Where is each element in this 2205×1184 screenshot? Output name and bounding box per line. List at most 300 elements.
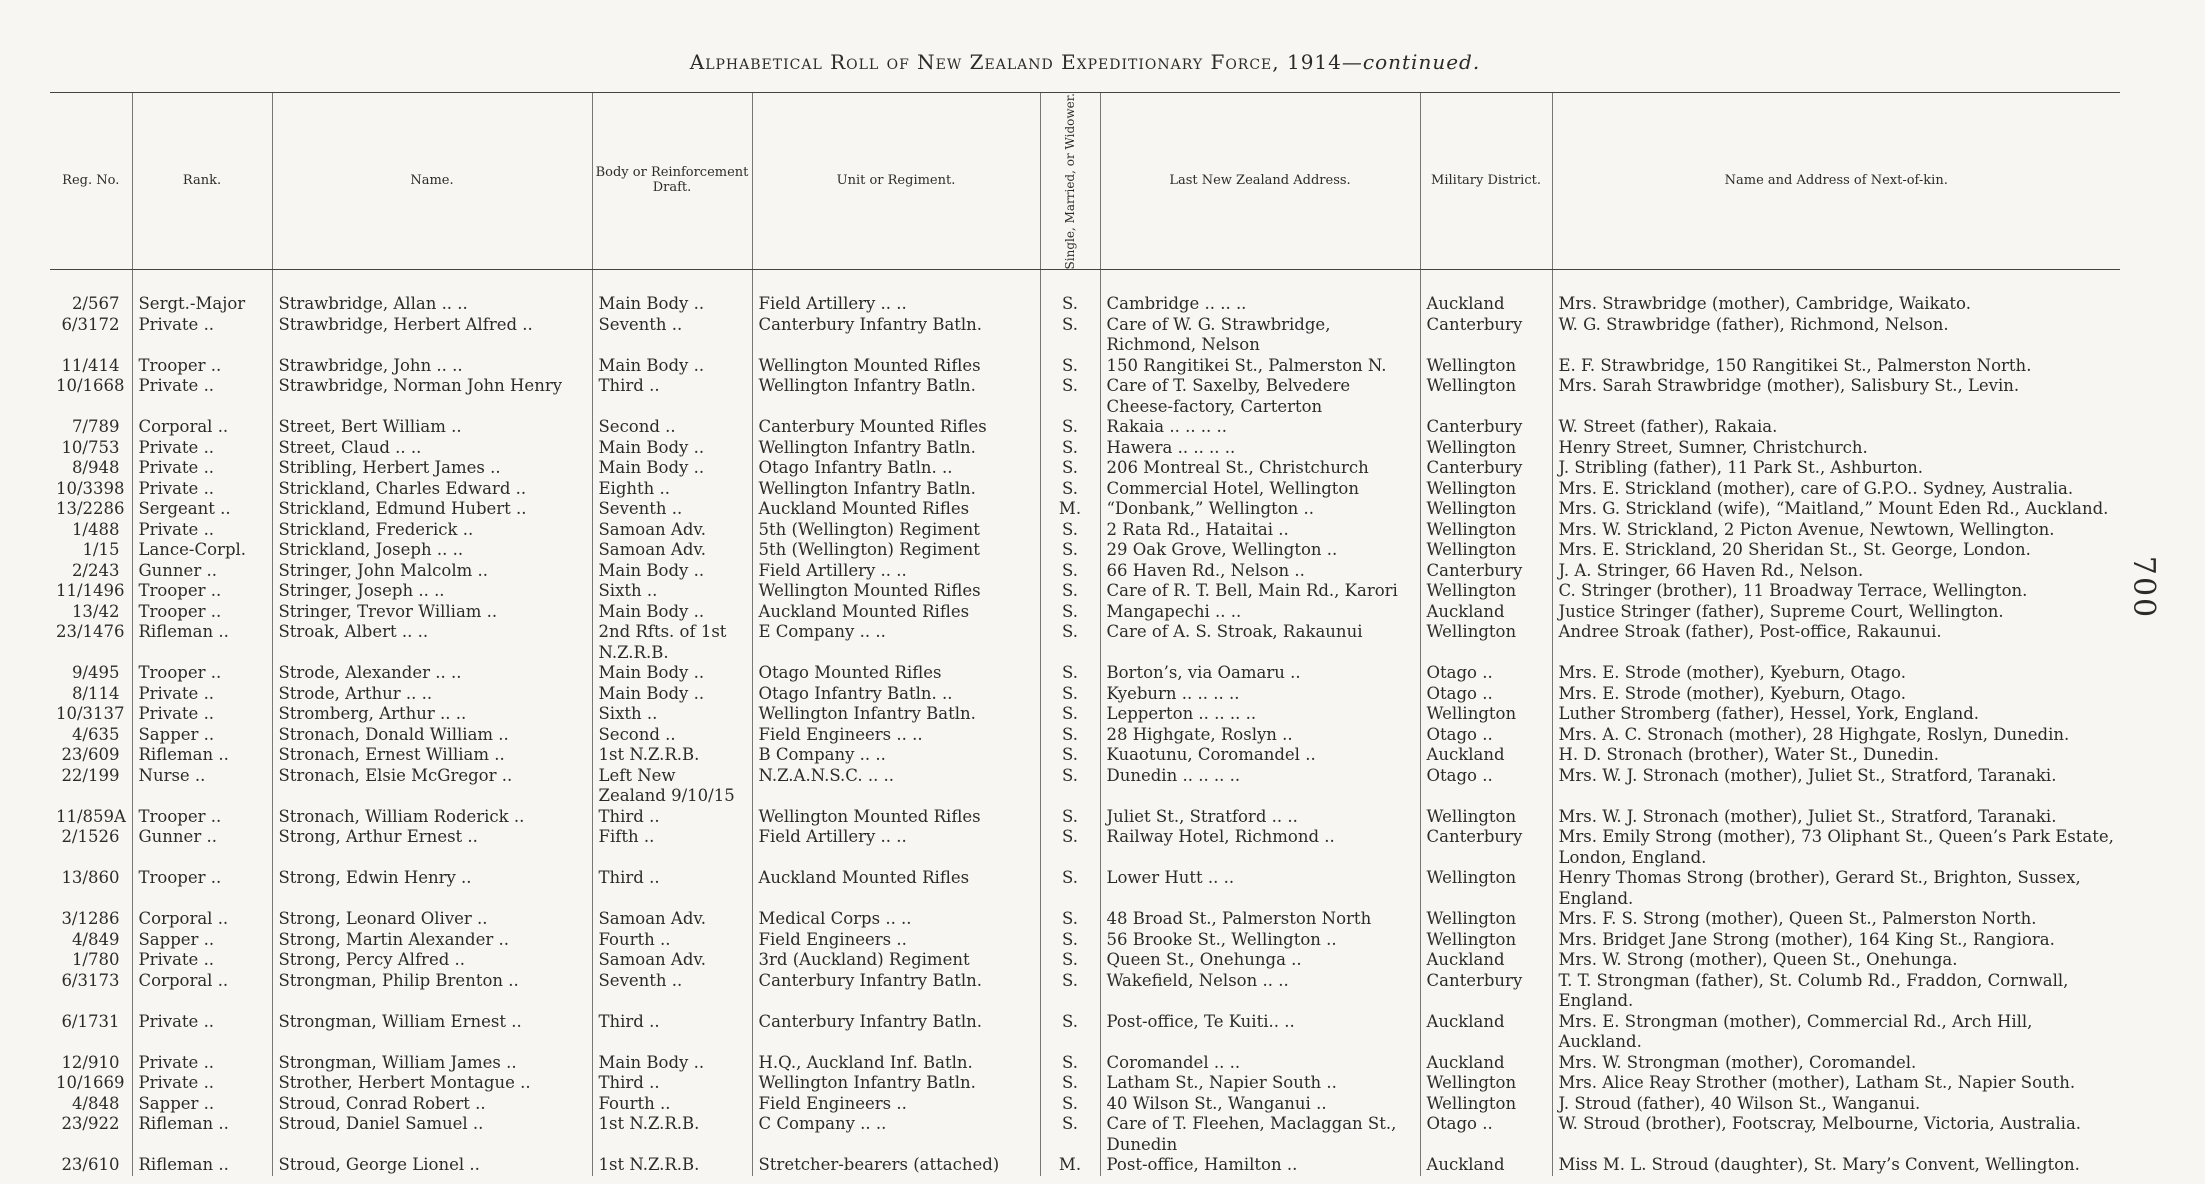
cell-next-of-kin: J. A. Stringer, 66 Haven Rd., Nelson.: [1558, 560, 1864, 580]
roll-page: [50, 40, 2120, 1176]
cell-rank: Private ..: [132, 684, 272, 705]
cell-next-of-kin: J. Stribling (father), 11 Park St., Ashburton.: [1558, 458, 1923, 478]
cell-district: Auckland: [1420, 1155, 1552, 1176]
cell-status: S.: [1040, 704, 1100, 725]
cell-body: 1st N.Z.R.B.: [592, 745, 752, 766]
cell-reg-no: 1/488: [50, 520, 132, 541]
cell-address: Kuaotunu, Coromandel ..: [1100, 745, 1420, 766]
cell-unit: Auckland Mounted Rifles: [752, 602, 1040, 623]
cell-reg-no: 13/42: [50, 602, 132, 623]
cell-district: Wellington: [1420, 479, 1552, 500]
cell-name: Stringer, Trevor William ..: [272, 602, 592, 623]
cell-body: Main Body ..: [592, 684, 752, 705]
cell-reg-no: 23/610: [50, 1155, 132, 1176]
cell-name: Stroud, Conrad Robert ..: [272, 1094, 592, 1115]
cell-reg-no: 23/1476: [50, 622, 132, 663]
cell-district: Auckland: [1420, 602, 1552, 623]
cell-reg-no: 11/859A: [50, 807, 132, 828]
cell-address: Lower Hutt .. ..: [1100, 868, 1420, 909]
cell-body: Third ..: [592, 868, 752, 909]
cell-reg-no: 12/910: [50, 1053, 132, 1074]
cell-body: Eighth ..: [592, 479, 752, 500]
cell-unit: Canterbury Infantry Batln.: [752, 971, 1040, 1012]
cell-address: 48 Broad St., Palmerston North: [1100, 909, 1420, 930]
cell-district: Wellington: [1420, 868, 1552, 909]
cell-unit: Wellington Infantry Batln.: [752, 438, 1040, 459]
cell-body: Samoan Adv.: [592, 520, 752, 541]
cell-status: M.: [1040, 1155, 1100, 1176]
cell-name: Stromberg, Arthur .. ..: [272, 704, 592, 725]
page-number: 700: [2125, 555, 2161, 620]
cell-next-of-kin: Mrs. E. Strongman (mother), Commercial Rd., Arch Hill, Auckland.: [1558, 1011, 2033, 1052]
header-status: Single, Married, or Widower.: [1040, 93, 1100, 270]
cell-name: Stringer, Joseph .. ..: [272, 581, 592, 602]
cell-status: S.: [1040, 520, 1100, 541]
cell-unit: 3rd (Auckland) Regiment: [752, 950, 1040, 971]
cell-body: Main Body ..: [592, 438, 752, 459]
header-reg-no: Reg. No.: [50, 93, 132, 270]
cell-rank: Private ..: [132, 479, 272, 500]
cell-address: Hawera .. .. .. ..: [1100, 438, 1420, 459]
cell-reg-no: 6/3172: [50, 315, 132, 356]
table-row: [50, 663, 2120, 684]
cell-address: 206 Montreal St., Christchurch: [1100, 458, 1420, 479]
table-row: [50, 417, 2120, 438]
cell-address: Care of A. S. Stroak, Rakaunui: [1100, 622, 1420, 663]
table-row: [50, 704, 2120, 725]
cell-address: 40 Wilson St., Wanganui ..: [1100, 1094, 1420, 1115]
cell-unit: B Company .. ..: [752, 745, 1040, 766]
cell-rank: Nurse ..: [132, 766, 272, 807]
cell-body: Third ..: [592, 807, 752, 828]
cell-reg-no: 1/15: [50, 540, 132, 561]
cell-reg-no: 2/243: [50, 561, 132, 582]
cell-address: 56 Brooke St., Wellington ..: [1100, 930, 1420, 951]
cell-rank: Private ..: [132, 1073, 272, 1094]
cell-rank: Corporal ..: [132, 909, 272, 930]
roll-table: [50, 93, 2120, 1176]
cell-reg-no: 8/114: [50, 684, 132, 705]
cell-body: Sixth ..: [592, 704, 752, 725]
cell-name: Strickland, Charles Edward ..: [272, 479, 592, 500]
cell-status: S.: [1040, 827, 1100, 868]
cell-next-of-kin: Justice Stringer (father), Supreme Court, Wellington.: [1558, 601, 2004, 621]
cell-rank: Sapper ..: [132, 725, 272, 746]
cell-name: Street, Bert William ..: [272, 417, 592, 438]
cell-reg-no: 4/848: [50, 1094, 132, 1115]
cell-unit: Field Artillery .. ..: [752, 561, 1040, 582]
table-row: [50, 868, 2120, 909]
cell-rank: Corporal ..: [132, 971, 272, 1012]
cell-address: Queen St., Onehunga ..: [1100, 950, 1420, 971]
cell-reg-no: 4/635: [50, 725, 132, 746]
cell-rank: Private ..: [132, 520, 272, 541]
cell-body: Fourth ..: [592, 930, 752, 951]
cell-next-of-kin: Miss M. L. Stroud (daughter), St. Mary’s Convent, Wellington.: [1558, 1155, 2080, 1175]
cell-status: S.: [1040, 376, 1100, 417]
cell-reg-no: 10/1669: [50, 1073, 132, 1094]
table-row: [50, 561, 2120, 582]
cell-status: S.: [1040, 950, 1100, 971]
cell-rank: Private ..: [132, 950, 272, 971]
cell-rank: Private ..: [132, 315, 272, 356]
table-row: [50, 602, 2120, 623]
cell-rank: Private ..: [132, 704, 272, 725]
cell-district: Canterbury: [1420, 971, 1552, 1012]
table-row: [50, 270, 2120, 315]
cell-status: S.: [1040, 930, 1100, 951]
table-row: [50, 684, 2120, 705]
cell-status: S.: [1040, 1094, 1100, 1115]
cell-next-of-kin: Mrs. A. C. Stronach (mother), 28 Highgate, Roslyn, Dunedin.: [1558, 724, 2070, 744]
cell-rank: Trooper ..: [132, 602, 272, 623]
cell-next-of-kin: Mrs. Emily Strong (mother), 73 Oliphant St., Queen’s Park Estate, London, England.: [1558, 827, 2114, 867]
cell-status: S.: [1040, 581, 1100, 602]
cell-body: Main Body ..: [592, 356, 752, 377]
cell-reg-no: 13/860: [50, 868, 132, 909]
table-row: [50, 1073, 2120, 1094]
cell-status: S.: [1040, 602, 1100, 623]
cell-district: Wellington: [1420, 807, 1552, 828]
cell-rank: Rifleman ..: [132, 745, 272, 766]
cell-reg-no: 8/948: [50, 458, 132, 479]
cell-unit: Auckland Mounted Rifles: [752, 868, 1040, 909]
cell-address: Lepperton .. .. .. ..: [1100, 704, 1420, 725]
cell-status: S.: [1040, 1114, 1100, 1155]
cell-status: S.: [1040, 438, 1100, 459]
cell-rank: Trooper ..: [132, 581, 272, 602]
cell-name: Street, Claud .. ..: [272, 438, 592, 459]
table-row: [50, 376, 2120, 417]
cell-body: Main Body ..: [592, 602, 752, 623]
cell-body: 1st N.Z.R.B.: [592, 1114, 752, 1155]
cell-name: Strawbridge, Herbert Alfred ..: [272, 315, 592, 356]
cell-next-of-kin: Mrs. Bridget Jane Strong (mother), 164 King St., Rangiora.: [1558, 929, 2055, 949]
cell-status: S.: [1040, 807, 1100, 828]
cell-reg-no: 1/780: [50, 950, 132, 971]
cell-district: Wellington: [1420, 1094, 1552, 1115]
cell-district: Wellington: [1420, 622, 1552, 663]
cell-district: Otago ..: [1420, 725, 1552, 746]
cell-body: Third ..: [592, 376, 752, 417]
cell-status: S.: [1040, 971, 1100, 1012]
cell-name: Strawbridge, John .. ..: [272, 356, 592, 377]
cell-next-of-kin: Mrs. W. Strong (mother), Queen St., Onehunga.: [1558, 950, 1958, 970]
cell-name: Stroud, Daniel Samuel ..: [272, 1114, 592, 1155]
cell-reg-no: 6/3173: [50, 971, 132, 1012]
cell-status: S.: [1040, 766, 1100, 807]
cell-reg-no: 11/414: [50, 356, 132, 377]
cell-district: Wellington: [1420, 1073, 1552, 1094]
cell-district: Otago ..: [1420, 684, 1552, 705]
cell-rank: Rifleman ..: [132, 622, 272, 663]
cell-address: Rakaia .. .. .. ..: [1100, 417, 1420, 438]
cell-address: Wakefield, Nelson .. ..: [1100, 971, 1420, 1012]
table-row: [50, 356, 2120, 377]
cell-reg-no: 2/1526: [50, 827, 132, 868]
cell-reg-no: 13/2286: [50, 499, 132, 520]
cell-reg-no: 10/1668: [50, 376, 132, 417]
cell-unit: 5th (Wellington) Regiment: [752, 540, 1040, 561]
cell-address: Juliet St., Stratford .. ..: [1100, 807, 1420, 828]
cell-status: S.: [1040, 479, 1100, 500]
cell-district: Canterbury: [1420, 417, 1552, 438]
cell-next-of-kin: Henry Street, Sumner, Christchurch.: [1558, 437, 1868, 457]
table-row: [50, 1053, 2120, 1074]
header-body: Body or Reinforcement Draft.: [592, 93, 752, 270]
cell-next-of-kin: Andree Stroak (father), Post-office, Rakaunui.: [1558, 622, 1942, 642]
cell-address: 2 Rata Rd., Hataitai ..: [1100, 520, 1420, 541]
cell-status: S.: [1040, 315, 1100, 356]
cell-address: Borton’s, via Oamaru ..: [1100, 663, 1420, 684]
header-next-of-kin: Name and Address of Next-of-kin.: [1552, 93, 2120, 270]
cell-reg-no: 23/922: [50, 1114, 132, 1155]
cell-name: Strawbridge, Allan .. ..: [272, 270, 592, 315]
cell-body: 1st N.Z.R.B.: [592, 1155, 752, 1176]
cell-address: Care of T. Saxelby, Belvedere Cheese-factory, Carterton: [1100, 376, 1420, 417]
cell-name: Strongman, William James ..: [272, 1053, 592, 1074]
cell-next-of-kin: Mrs. E. Strode (mother), Kyeburn, Otago.: [1558, 683, 1906, 703]
table-row: [50, 1114, 2120, 1155]
cell-body: Third ..: [592, 1073, 752, 1094]
table-row: [50, 827, 2120, 868]
cell-address: “Donbank,” Wellington ..: [1100, 499, 1420, 520]
cell-body: Samoan Adv.: [592, 950, 752, 971]
header-address: Last New Zealand Address.: [1100, 93, 1420, 270]
cell-status: S.: [1040, 458, 1100, 479]
cell-name: Stroak, Albert .. ..: [272, 622, 592, 663]
cell-status: S.: [1040, 1073, 1100, 1094]
table-row: [50, 725, 2120, 746]
cell-next-of-kin: Henry Thomas Strong (brother), Gerard St., Brighton, Sussex, England.: [1558, 868, 2081, 908]
table-row: [50, 1012, 2120, 1053]
cell-rank: Gunner ..: [132, 561, 272, 582]
cell-body: Main Body ..: [592, 663, 752, 684]
table-row: [50, 520, 2120, 541]
table-row: [50, 950, 2120, 971]
cell-rank: Private ..: [132, 1012, 272, 1053]
cell-unit: Field Engineers ..: [752, 930, 1040, 951]
table-row: [50, 1155, 2120, 1176]
cell-body: Third ..: [592, 1012, 752, 1053]
table-row: [50, 315, 2120, 356]
cell-reg-no: 10/3137: [50, 704, 132, 725]
cell-district: Canterbury: [1420, 827, 1552, 868]
cell-unit: C Company .. ..: [752, 1114, 1040, 1155]
cell-body: Seventh ..: [592, 315, 752, 356]
cell-body: Second ..: [592, 417, 752, 438]
cell-unit: Canterbury Infantry Batln.: [752, 1012, 1040, 1053]
cell-next-of-kin: Mrs. F. S. Strong (mother), Queen St., Palmerston North.: [1558, 909, 2037, 929]
cell-reg-no: 9/495: [50, 663, 132, 684]
cell-unit: Wellington Mounted Rifles: [752, 356, 1040, 377]
cell-next-of-kin: Luther Stromberg (father), Hessel, York, England.: [1558, 704, 1980, 724]
cell-body: Main Body ..: [592, 270, 752, 315]
cell-address: Care of R. T. Bell, Main Rd., Karori: [1100, 581, 1420, 602]
cell-body: Main Body ..: [592, 561, 752, 582]
cell-unit: Stretcher-bearers (attached): [752, 1155, 1040, 1176]
cell-name: Strode, Alexander .. ..: [272, 663, 592, 684]
cell-district: Auckland: [1420, 1012, 1552, 1053]
cell-status: S.: [1040, 622, 1100, 663]
cell-name: Strong, Edwin Henry ..: [272, 868, 592, 909]
cell-address: 28 Highgate, Roslyn ..: [1100, 725, 1420, 746]
cell-status: S.: [1040, 540, 1100, 561]
cell-next-of-kin: J. Stroud (father), 40 Wilson St., Wanganui.: [1558, 1093, 1921, 1113]
cell-status: S.: [1040, 725, 1100, 746]
cell-reg-no: 3/1286: [50, 909, 132, 930]
cell-name: Strother, Herbert Montague ..: [272, 1073, 592, 1094]
table-row: [50, 971, 2120, 1012]
cell-district: Wellington: [1420, 376, 1552, 417]
table-row: [50, 745, 2120, 766]
cell-name: Stribling, Herbert James ..: [272, 458, 592, 479]
cell-next-of-kin: T. T. Strongman (father), St. Columb Rd., Fraddon, Cornwall, England.: [1558, 970, 2069, 1011]
cell-rank: Sergeant ..: [132, 499, 272, 520]
cell-name: Stringer, John Malcolm ..: [272, 561, 592, 582]
cell-rank: Private ..: [132, 458, 272, 479]
page-title: Alphabetical Roll of New Zealand Expeditionary Force, 1914—continued.: [689, 50, 1481, 74]
cell-unit: N.Z.A.N.S.C. .. ..: [752, 766, 1040, 807]
cell-name: Stroud, George Lionel ..: [272, 1155, 592, 1176]
cell-unit: Field Artillery .. ..: [752, 270, 1040, 315]
cell-body: Samoan Adv.: [592, 540, 752, 561]
cell-body: Seventh ..: [592, 499, 752, 520]
cell-address: Commercial Hotel, Wellington: [1100, 479, 1420, 500]
cell-status: S.: [1040, 868, 1100, 909]
cell-address: Care of T. Fleehen, Maclaggan St., Dunedin: [1100, 1114, 1420, 1155]
cell-name: Strickland, Frederick ..: [272, 520, 592, 541]
cell-name: Strongman, Philip Brenton ..: [272, 971, 592, 1012]
cell-name: Stronach, Elsie McGregor ..: [272, 766, 592, 807]
cell-unit: Canterbury Mounted Rifles: [752, 417, 1040, 438]
table-row: [50, 622, 2120, 663]
cell-unit: H.Q., Auckland Inf. Batln.: [752, 1053, 1040, 1074]
cell-reg-no: 10/753: [50, 438, 132, 459]
cell-next-of-kin: H. D. Stronach (brother), Water St., Dunedin.: [1558, 745, 1940, 765]
cell-next-of-kin: Mrs. W. J. Stronach (mother), Juliet St., Stratford, Taranaki.: [1558, 806, 2057, 826]
cell-body: Seventh ..: [592, 971, 752, 1012]
cell-unit: Field Engineers .. ..: [752, 725, 1040, 746]
cell-unit: 5th (Wellington) Regiment: [752, 520, 1040, 541]
cell-next-of-kin: Mrs. W. J. Stronach (mother), Juliet St., Stratford, Taranaki.: [1558, 765, 2057, 785]
cell-rank: Private ..: [132, 376, 272, 417]
cell-district: Canterbury: [1420, 315, 1552, 356]
cell-body: Sixth ..: [592, 581, 752, 602]
cell-rank: Private ..: [132, 1053, 272, 1074]
cell-next-of-kin: Mrs. Sarah Strawbridge (mother), Salisbury St., Levin.: [1558, 376, 2020, 396]
table-row: [50, 766, 2120, 807]
cell-body: Left New Zealand 9/10/15: [592, 766, 752, 807]
cell-rank: Trooper ..: [132, 868, 272, 909]
cell-status: S.: [1040, 909, 1100, 930]
cell-next-of-kin: Mrs. Alice Reay Strother (mother), Latham St., Napier South.: [1558, 1073, 2076, 1093]
cell-status: S.: [1040, 270, 1100, 315]
cell-name: Strongman, William Ernest ..: [272, 1012, 592, 1053]
cell-reg-no: 2/567: [50, 270, 132, 315]
cell-unit: Otago Infantry Batln. ..: [752, 458, 1040, 479]
cell-unit: E Company .. ..: [752, 622, 1040, 663]
cell-district: Wellington: [1420, 499, 1552, 520]
table-row: [50, 479, 2120, 500]
header-rank: Rank.: [132, 93, 272, 270]
table-row: [50, 1094, 2120, 1115]
cell-body: 2nd Rfts. of 1st N.Z.R.B.: [592, 622, 752, 663]
cell-body: Fifth ..: [592, 827, 752, 868]
cell-name: Stronach, William Roderick ..: [272, 807, 592, 828]
roll-body: [50, 270, 2120, 1176]
cell-address: 150 Rangitikei St., Palmerston N.: [1100, 356, 1420, 377]
cell-unit: Otago Mounted Rifles: [752, 663, 1040, 684]
cell-body: Fourth ..: [592, 1094, 752, 1115]
cell-status: S.: [1040, 1012, 1100, 1053]
cell-unit: Canterbury Infantry Batln.: [752, 315, 1040, 356]
cell-rank: Sapper ..: [132, 930, 272, 951]
cell-next-of-kin: Mrs. E. Strode (mother), Kyeburn, Otago.: [1558, 663, 1906, 683]
cell-rank: Trooper ..: [132, 356, 272, 377]
cell-status: S.: [1040, 417, 1100, 438]
header-name: Name.: [272, 93, 592, 270]
cell-rank: Rifleman ..: [132, 1114, 272, 1155]
cell-next-of-kin: W. Street (father), Rakaia.: [1558, 417, 1778, 437]
table-row: [50, 581, 2120, 602]
cell-unit: Wellington Infantry Batln.: [752, 1073, 1040, 1094]
cell-rank: Trooper ..: [132, 807, 272, 828]
cell-address: Post-office, Hamilton ..: [1100, 1155, 1420, 1176]
cell-body: Main Body ..: [592, 458, 752, 479]
cell-unit: Auckland Mounted Rifles: [752, 499, 1040, 520]
cell-address: Dunedin .. .. .. ..: [1100, 766, 1420, 807]
table-row: [50, 458, 2120, 479]
cell-name: Strode, Arthur .. ..: [272, 684, 592, 705]
cell-body: Main Body ..: [592, 1053, 752, 1074]
cell-status: S.: [1040, 1053, 1100, 1074]
cell-next-of-kin: Mrs. E. Strickland, 20 Sheridan St., St. George, London.: [1558, 540, 2031, 560]
cell-address: Care of W. G. Strawbridge, Richmond, Nelson: [1100, 315, 1420, 356]
cell-name: Stronach, Donald William ..: [272, 725, 592, 746]
cell-district: Wellington: [1420, 438, 1552, 459]
cell-district: Wellington: [1420, 540, 1552, 561]
cell-unit: Medical Corps .. ..: [752, 909, 1040, 930]
cell-name: Strong, Percy Alfred ..: [272, 950, 592, 971]
cell-address: Coromandel .. ..: [1100, 1053, 1420, 1074]
header-unit: Unit or Regiment.: [752, 93, 1040, 270]
cell-district: Auckland: [1420, 745, 1552, 766]
cell-district: Canterbury: [1420, 561, 1552, 582]
cell-district: Wellington: [1420, 581, 1552, 602]
cell-reg-no: 22/199: [50, 766, 132, 807]
cell-name: Stronach, Ernest William ..: [272, 745, 592, 766]
cell-rank: Rifleman ..: [132, 1155, 272, 1176]
cell-status: S.: [1040, 684, 1100, 705]
cell-rank: Sergt.-Major: [132, 270, 272, 315]
table-row: [50, 438, 2120, 459]
cell-district: Auckland: [1420, 270, 1552, 315]
cell-rank: Sapper ..: [132, 1094, 272, 1115]
cell-district: Auckland: [1420, 1053, 1552, 1074]
cell-status: S.: [1040, 356, 1100, 377]
cell-name: Strong, Leonard Oliver ..: [272, 909, 592, 930]
cell-rank: Lance-Corpl.: [132, 540, 272, 561]
cell-unit: Field Artillery .. ..: [752, 827, 1040, 868]
cell-rank: Corporal ..: [132, 417, 272, 438]
cell-address: 66 Haven Rd., Nelson ..: [1100, 561, 1420, 582]
cell-unit: Wellington Mounted Rifles: [752, 581, 1040, 602]
cell-rank: Trooper ..: [132, 663, 272, 684]
cell-district: Wellington: [1420, 909, 1552, 930]
cell-name: Strawbridge, Norman John Henry: [272, 376, 592, 417]
cell-district: Wellington: [1420, 930, 1552, 951]
